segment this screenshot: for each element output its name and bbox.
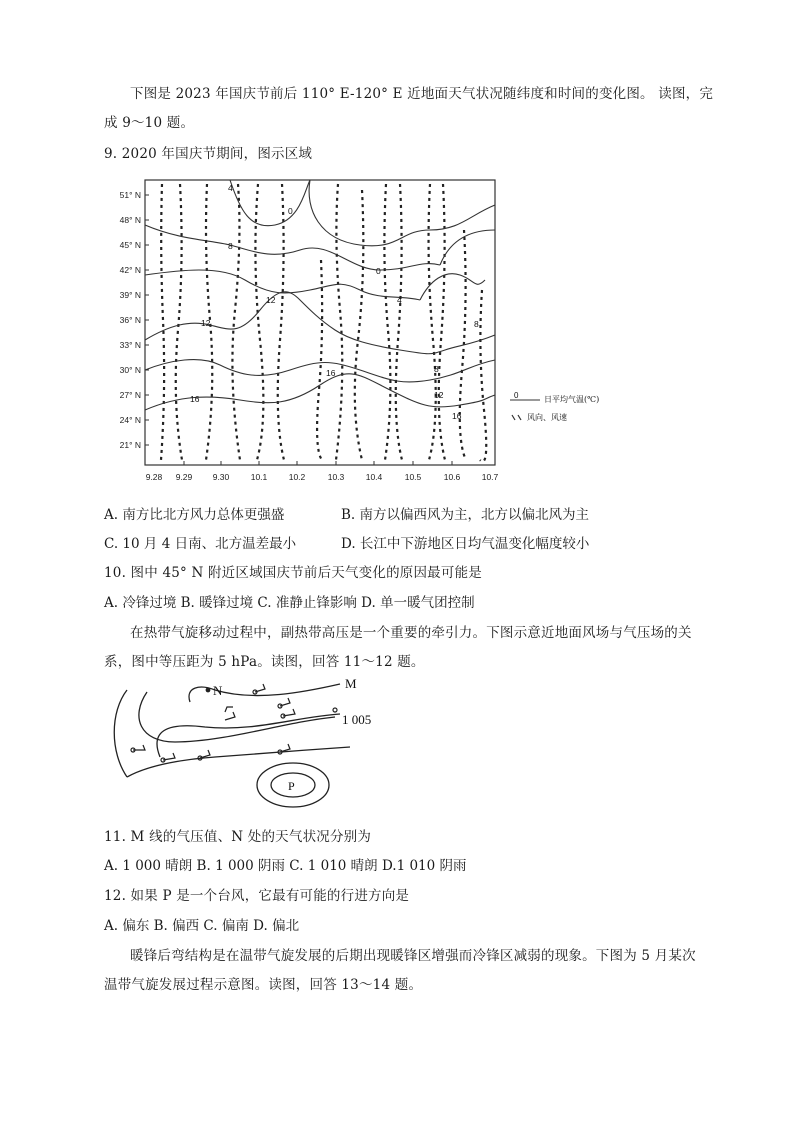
contour-label: 16 <box>190 394 200 404</box>
contour-label: 8 <box>474 319 479 329</box>
wind-barb-column <box>355 190 364 460</box>
wind-barb-column <box>278 184 284 460</box>
weather-time-latitude-chart <box>100 170 620 492</box>
isotherm-line <box>145 292 495 354</box>
chart1-frame <box>145 180 495 465</box>
pressure-field-diagram <box>105 672 405 822</box>
intro2-line-1: 在热带气旋移动过程中，副热带高压是一个重要的牵引力。下图示意近地面风场与气压场的关 <box>130 625 692 641</box>
wind-barb-column <box>384 184 390 460</box>
x-tick-1002: 10.2 <box>288 472 306 482</box>
legend-wind-label: 风向、风速 <box>527 413 567 422</box>
y-tick-51: 51° N <box>119 190 141 200</box>
isobar-1005 <box>139 692 335 742</box>
isobar-line <box>114 690 127 777</box>
isotherm-line <box>145 360 495 382</box>
contour-label: 0 <box>376 266 381 276</box>
isobar-line <box>127 747 350 777</box>
isotherm-line <box>145 225 440 270</box>
isotherm-lines <box>145 180 495 410</box>
contour-label: 0 <box>288 206 293 216</box>
q10-stem: 10. 图中 45° N 附近区域国庆节前后天气变化的原因最可能是 <box>104 565 482 581</box>
label-1005: 1 005 <box>342 712 372 727</box>
x-tick-0928: 9.28 <box>145 472 163 482</box>
q12-stem: 12. 如果 P 是一个台风，它最有可能的行进方向是 <box>104 888 410 904</box>
y-tick-36: 36° N <box>119 315 141 325</box>
contour-label: 8 <box>434 364 439 374</box>
q9-option-a: A. 南方比北方风力总体更强盛 <box>104 507 285 523</box>
y-tick-33: 33° N <box>119 340 141 350</box>
y-tick-48: 48° N <box>119 215 141 225</box>
x-tick-1001: 10.1 <box>250 472 268 482</box>
contour-label: 16 <box>452 411 462 421</box>
q9-option-b: B. 南方以偏西风为主，北方以偏北风为主 <box>341 507 590 523</box>
x-tick-0930: 9.30 <box>212 472 230 482</box>
y-tick-21: 21° N <box>119 440 141 450</box>
contour-label: 8 <box>228 241 233 251</box>
isotherm-line <box>230 180 310 226</box>
y-tick-45: 45° N <box>119 240 141 250</box>
wind-barb-column <box>336 184 342 460</box>
x-tick-0929: 9.29 <box>175 472 193 482</box>
intro3-line-2: 温带气旋发展过程示意图。读图，回答 13～14 题。 <box>104 977 423 993</box>
q11-stem: 11. M 线的气压值、N 处的天气状况分别为 <box>104 829 372 845</box>
wind-barb-column <box>396 184 402 460</box>
isotherm-line <box>440 230 495 265</box>
y-tick-24: 24° N <box>119 415 141 425</box>
point-n-dot <box>206 688 211 693</box>
x-tick-1007: 10.7 <box>481 472 499 482</box>
contour-label: 16 <box>326 368 336 378</box>
y-tick-30: 30° N <box>119 365 141 375</box>
contour-label: 4 <box>228 183 233 193</box>
q11-options: A. 1 000 晴朗 B. 1 000 阴雨 C. 1 010 晴朗 D.1 010 阴雨 <box>104 858 467 874</box>
wind-barb-column <box>232 184 240 460</box>
contour-label: 4 <box>397 295 402 305</box>
wind-barb-column <box>439 184 445 460</box>
x-tick-1003: 10.3 <box>327 472 345 482</box>
wind-barb-column <box>429 184 436 460</box>
wind-barb-column <box>176 184 182 460</box>
label-m: M <box>345 676 357 691</box>
y-tick-39: 39° N <box>119 290 141 300</box>
q9-stem: 9. 2020 年国庆节期间，图示区域 <box>104 146 313 162</box>
x-tick-1004: 10.4 <box>365 472 383 482</box>
chart1-legend <box>510 391 599 422</box>
wind-barb-column <box>161 184 164 460</box>
y-tick-42: 42° N <box>119 265 141 275</box>
q9-option-d: D. 长江中下游地区日均气温变化幅度较小 <box>341 536 590 552</box>
q10-options: A. 冷锋过境 B. 暖锋过境 C. 准静止锋影响 D. 单一暖气团控制 <box>104 595 475 611</box>
intro-line-2: 成 9～10 题。 <box>104 115 195 131</box>
wind-barb-column <box>317 260 322 460</box>
intro2-line-2: 系，图中等压距为 5 hPa。读图，回答 11～12 题。 <box>104 654 425 670</box>
wind-barb-column <box>480 290 486 461</box>
intro3-line-1: 暖锋后弯结构是在温带气旋发展的后期出现暖锋区增强而冷锋区减弱的现象。下图为 5 月某次 <box>130 948 696 964</box>
x-tick-1005: 10.5 <box>404 472 422 482</box>
contour-label: 12 <box>266 295 276 305</box>
y-tick-27: 27° N <box>119 390 141 400</box>
q12-options: A. 偏东 B. 偏西 C. 偏南 D. 偏北 <box>104 918 300 934</box>
q9-option-c: C. 10 月 4 日南、北方温差最小 <box>104 536 297 552</box>
x-tick-1006: 10.6 <box>443 472 461 482</box>
contour-label: 12 <box>434 390 444 400</box>
contour-label: 12 <box>201 318 211 328</box>
wind-barb-icon <box>512 415 521 420</box>
label-n: N <box>213 683 223 698</box>
legend-temp-label: 日平均气温(℃) <box>544 395 600 404</box>
label-p: P <box>288 779 295 793</box>
intro-line-1: 下图是 2023 年国庆节前后 110° E-120° E 近地面天气状况随纬度和时间的变化图。 读图，完 <box>130 86 714 102</box>
legend-temp-value: 0 <box>514 391 519 400</box>
